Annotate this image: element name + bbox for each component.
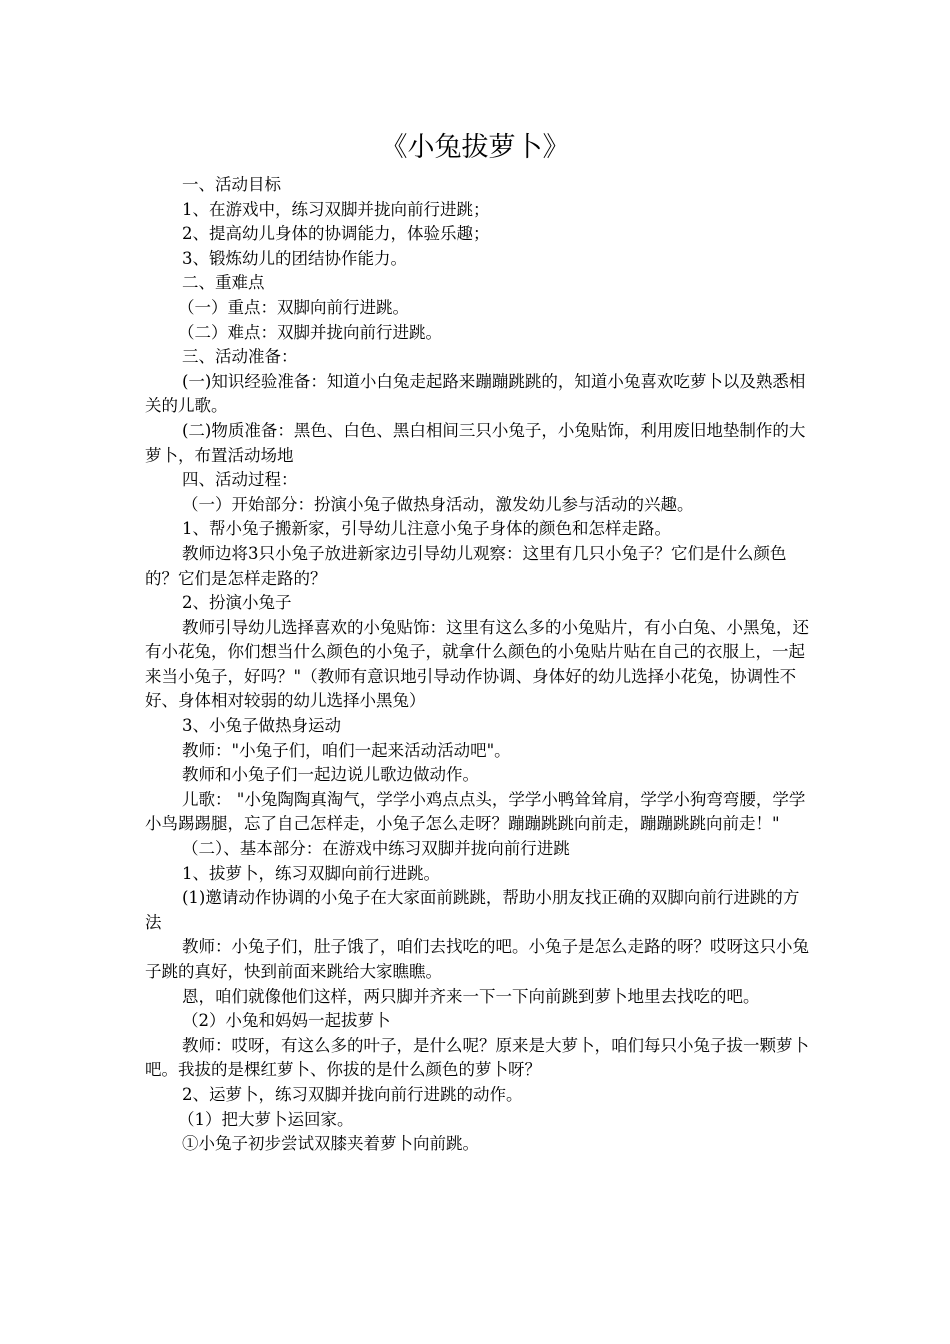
paragraph: 3、小兔子做热身运动 <box>182 716 341 736</box>
paragraph: 教师引导幼儿选择喜欢的小兔贴饰：这里有这么多的小兔贴片，有小白兔、小黑兔，还有小花兔，你们想当什么颜色的小兔子，就拿什么颜色的小兔贴片贴在自己的衣服上，一起来当小兔子，好吗？"（教师有意识地引导动作协调、身体好的幼儿选择小花兔，协调性不好、身体相对较弱的幼儿选择小黑兔） <box>145 617 809 711</box>
paragraph: 2、扮演小兔子 <box>182 593 292 613</box>
paragraph: （1）把大萝卜运回家。 <box>178 1109 354 1129</box>
paragraph: 2、运萝卜，练习双脚并拢向前行进跳的动作。 <box>182 1084 523 1104</box>
paragraph: 教师和小兔子们一起边说儿歌边做动作。 <box>182 765 479 785</box>
nursery-rhyme: 儿歌： "小兔陶陶真淘气，学学小鸡点点头，学学小鸭耸耸肩，学学小狗弯弯腰，学学小鸟踢踢腿，忘了自己怎样走，小兔子怎么走呀？蹦蹦跳跳向前走，蹦蹦跳跳向前走！" <box>145 789 806 834</box>
heading-activity-goals: 一、活动目标 <box>182 175 281 194</box>
paragraph: (二)物质准备：黑色、白色、黑白相间三只小兔子，小兔贴饰，利用废旧地垫制作的大萝卜，布置活动场地 <box>145 420 806 465</box>
paragraph: (1)邀请动作协调的小兔子在大家面前跳跳，帮助小朋友找正确的双脚向前行进跳的方法 <box>145 888 800 932</box>
heading-key-points: 二、重难点 <box>182 273 265 293</box>
paragraph: ①小兔子初步尝试双膝夹着萝卜向前跳。 <box>182 1134 479 1154</box>
paragraph: （一）开始部分：扮演小兔子做热身活动，激发幼儿参与活动的兴趣。 <box>182 494 694 514</box>
paragraph: （二）难点：双脚并拢向前行进跳。 <box>178 322 442 342</box>
paragraph: 恩，咱们就像他们这样，两只脚并齐来一下一下向前跳到萝卜地里去找吃的吧。 <box>182 986 760 1006</box>
paragraph: （二）、基本部分：在游戏中练习双脚并拢向前行进跳 <box>182 839 570 859</box>
paragraph: 教师边将3只小兔子放进新家边引导幼儿观察：这里有几只小兔子？它们是什么颜色的？它们是怎样走路的？ <box>145 543 787 588</box>
paragraph: 1、拔萝卜，练习双脚向前行进跳。 <box>182 863 440 883</box>
paragraph: （一）重点：双脚向前行进跳。 <box>178 297 409 317</box>
paragraph: 教师："小兔子们，咱们一起来活动活动吧"。 <box>182 740 511 760</box>
document-body <box>145 173 809 1157</box>
paragraph: 1、在游戏中，练习双脚并拢向前行进跳； <box>182 199 490 219</box>
heading-process: 四、活动过程： <box>182 470 298 490</box>
paragraph: (一)知识经验准备：知道小白兔走起路来蹦蹦跳跳的，知道小兔喜欢吃萝卜以及熟悉相关的儿歌。 <box>145 371 806 416</box>
paragraph: （2）小兔和妈妈一起拔萝卜 <box>182 1011 391 1031</box>
paragraph: 1、帮小兔子搬新家，引导幼儿注意小兔子身体的颜色和怎样走路。 <box>182 519 671 539</box>
document-title: 《小兔拔萝卜》 <box>380 132 570 163</box>
paragraph: 教师：哎呀，有这么多的叶子，是什么呢？原来是大萝卜，咱们每只小兔子拔一颗萝卜吧。我拔的是棵红萝卜、你拔的是什么颜色的萝卜呀？ <box>145 1035 809 1080</box>
paragraph: 教师：小兔子们，肚子饿了，咱们去找吃的吧。小兔子是怎么走路的呀？哎呀这只小兔子跳的真好，快到前面来跳给大家瞧瞧。 <box>145 937 809 981</box>
heading-preparation: 三、活动准备： <box>182 347 298 367</box>
paragraph: 3、锻炼幼儿的团结协作能力。 <box>182 248 407 268</box>
paragraph: 2、提高幼儿身体的协调能力，体验乐趣； <box>182 224 490 244</box>
